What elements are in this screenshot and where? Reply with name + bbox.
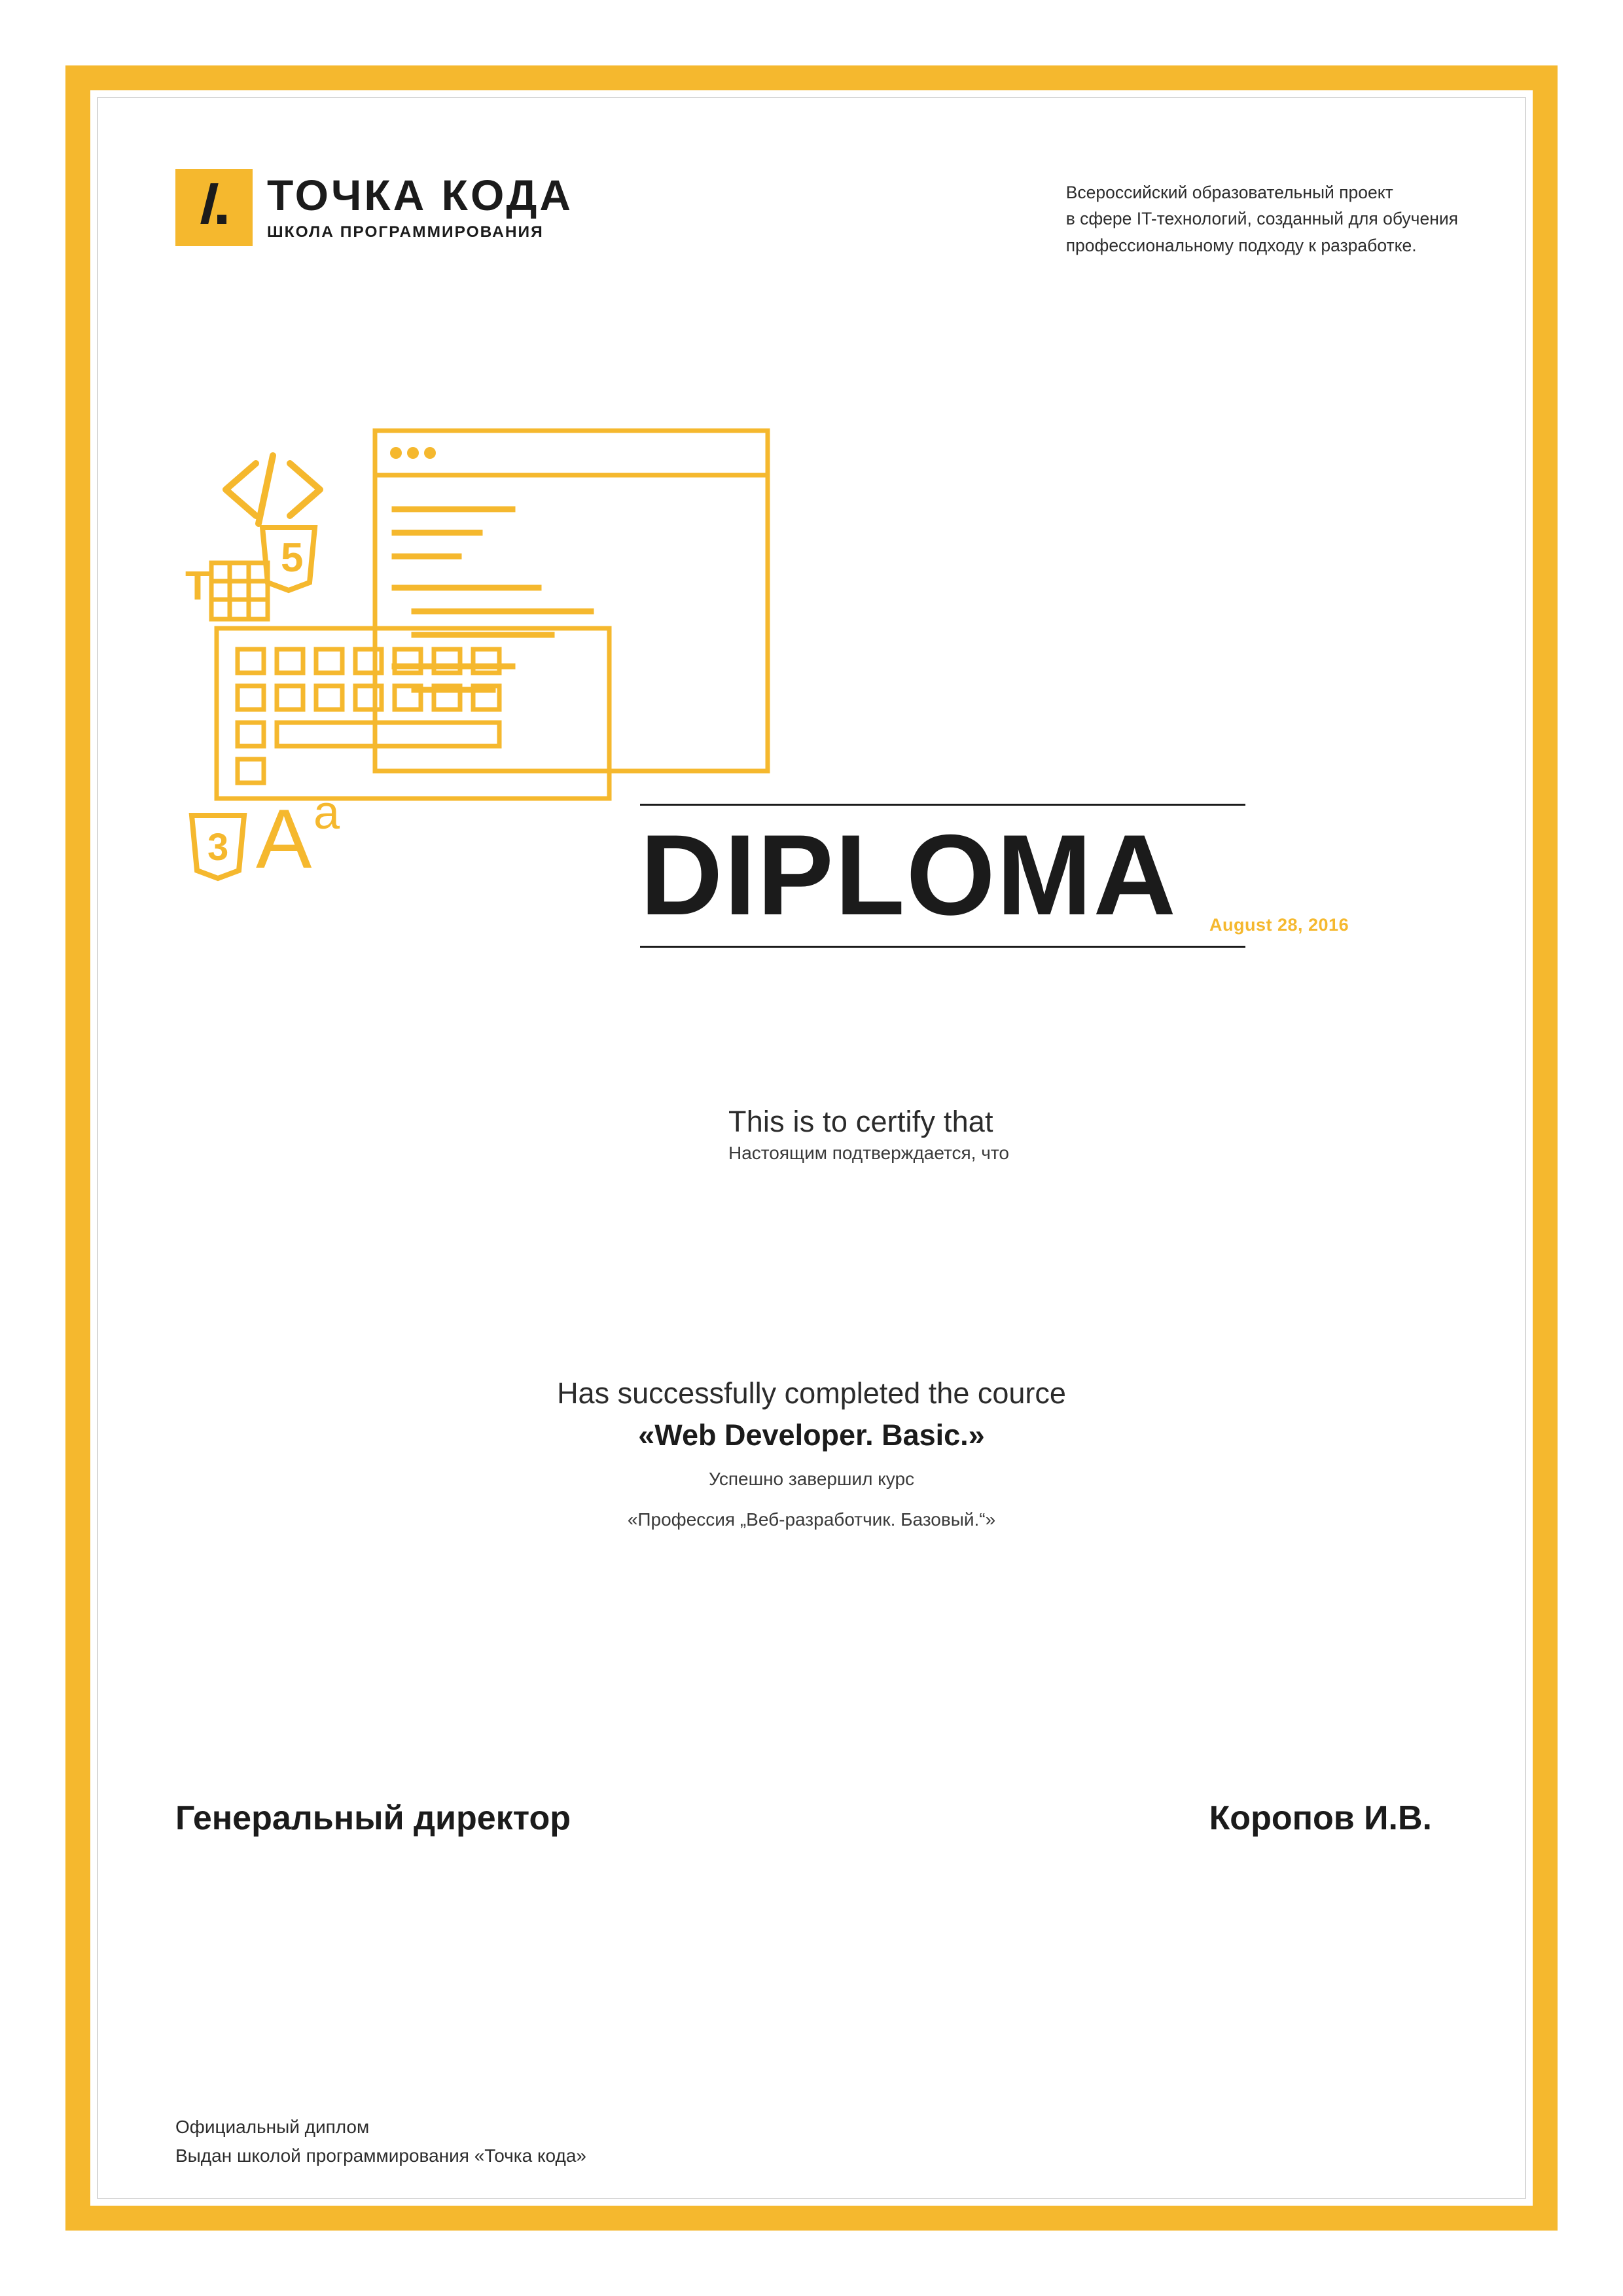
brand-name: ТОЧКА КОДА (267, 171, 574, 219)
course-completed-en: Has successfully completed the cource (557, 1376, 1066, 1410)
course-completed-ru: Успешно завершил курс (708, 1469, 915, 1489)
header-description (1066, 179, 1458, 259)
slash-dot-logo-icon (175, 169, 253, 246)
diploma-title: DIPLOMA (640, 812, 1177, 939)
certify-block (728, 1105, 1514, 1164)
signer-name: Коропов И.В. (1209, 1799, 1432, 1837)
signer-role: Генеральный директор (175, 1799, 571, 1837)
rule-top (640, 804, 1245, 806)
table-icon (211, 563, 268, 619)
diploma-content (97, 97, 1526, 2199)
coding-illustration (185, 424, 957, 1131)
svg-text:T: T (185, 564, 210, 609)
diploma-date: August 28, 2016 (1209, 915, 1349, 935)
brand-logo (175, 169, 573, 246)
diploma-title-block (640, 804, 1465, 948)
certify-text-en: This is to certify that (728, 1105, 993, 1138)
header (175, 169, 1458, 259)
course-name-ru: «Профессия „Веб-разработчик. Базовый.“» (627, 1509, 996, 1530)
course-block (97, 1376, 1526, 1534)
footer (175, 2113, 586, 2170)
course-name-en: «Web Developer. Basic.» (638, 1418, 985, 1452)
svg-text:a: a (313, 787, 340, 839)
signature-block (175, 1799, 1458, 1838)
code-tags-icon (226, 456, 320, 524)
svg-text:A: A (256, 793, 312, 886)
browser-window-icon (375, 431, 768, 771)
rule-bottom (640, 946, 1245, 948)
header-description-line-2: в сфере IT-технологий, созданный для обучения (1065, 209, 1458, 229)
header-description-line-1: Всероссийский образовательный проект (1065, 183, 1393, 202)
footer-line-1: Официальный диплом (175, 2117, 370, 2137)
typography-icon (256, 787, 340, 886)
svg-text:5: 5 (281, 535, 304, 581)
certify-text-ru: Настоящим подтверждается, что (728, 1143, 1009, 1163)
brand-tagline: ШКОЛА ПРОГРАММИРОВАНИЯ (267, 223, 544, 241)
svg-text:3: 3 (207, 826, 229, 869)
header-description-line-3: профессиональному подходу к разработке. (1065, 235, 1417, 255)
footer-line-2: Выдан школой программирования «Точка кода» (175, 2145, 586, 2166)
